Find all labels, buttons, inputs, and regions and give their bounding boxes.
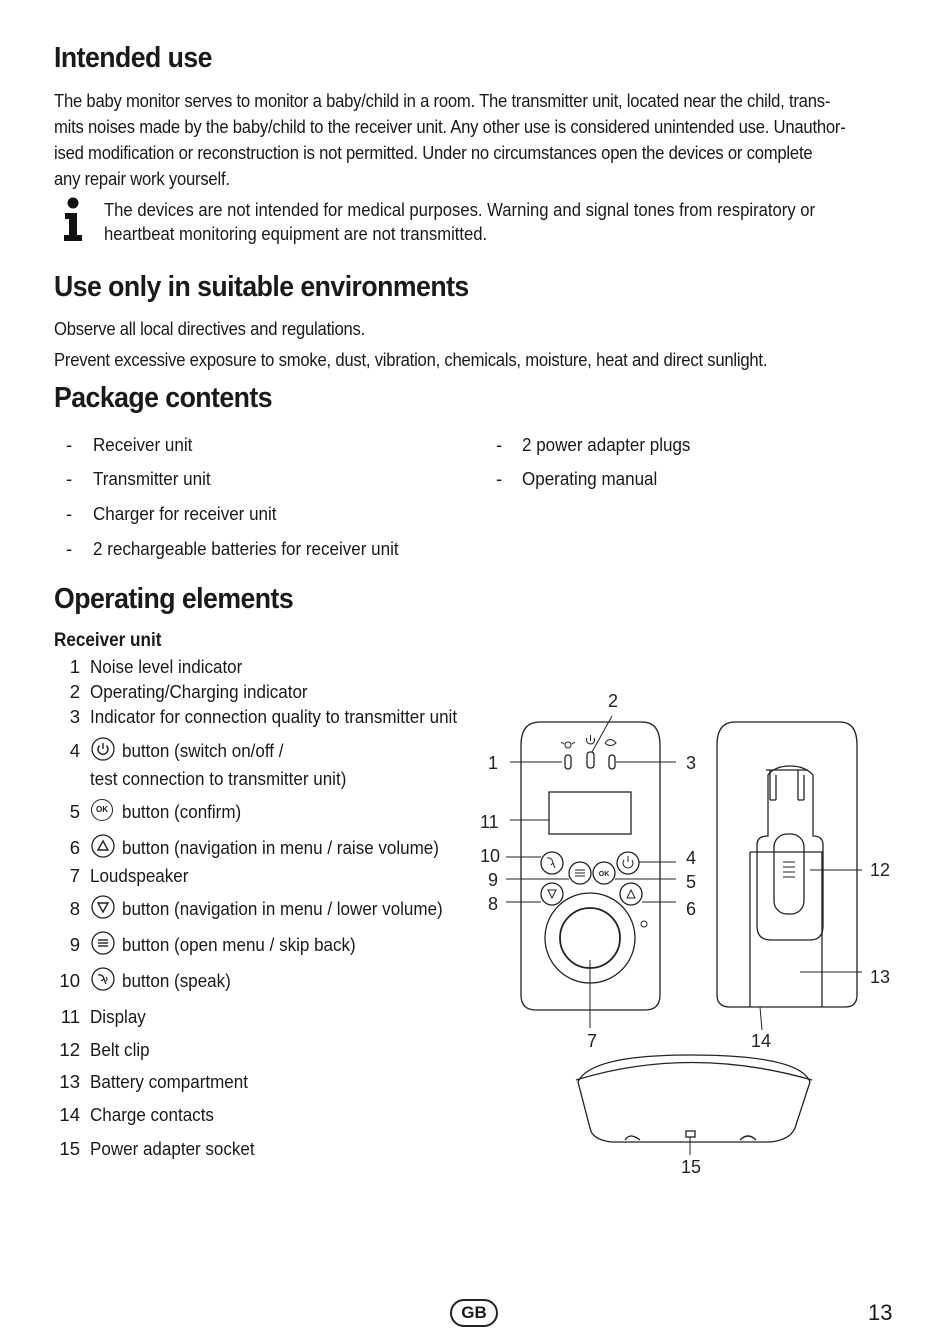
item-text: Indicator for connection quality to transmitter unit: [90, 706, 458, 727]
item-text: button (open menu / skip back): [122, 934, 356, 955]
callout-label: 1: [488, 753, 499, 773]
list-dash: -: [66, 468, 73, 489]
heading-operating-elements: Operating elements: [54, 583, 294, 615]
package-item: 2 power adapter plugs: [522, 434, 691, 455]
text-line: The devices are not intended for medical purposes. Warning and signal tones from respiratory or: [104, 199, 816, 220]
callout-label: 6: [686, 899, 697, 919]
callout-numbers: [480, 691, 890, 1177]
item-number: 9: [69, 934, 80, 955]
item-text: button (switch on/off /: [122, 740, 284, 761]
item-text: button (navigation in menu / lower volume): [122, 898, 443, 919]
subheading-receiver-unit: Receiver unit: [54, 630, 162, 651]
item-number: 12: [59, 1039, 80, 1060]
text-line: any repair work yourself.: [54, 168, 230, 189]
led-symbols: [561, 735, 616, 748]
callout-label: 15: [681, 1157, 702, 1177]
indicator-leds: [565, 752, 615, 769]
environments-paragraph: [54, 316, 914, 373]
item-text: Battery compartment: [90, 1071, 248, 1092]
ok-button-label: OK: [598, 871, 610, 878]
language-badge: GB: [450, 1299, 498, 1327]
item-number: 5: [69, 801, 80, 822]
callout-label: 12: [870, 860, 891, 880]
item-number: 14: [59, 1104, 80, 1125]
callout-label: 3: [686, 753, 697, 773]
package-item: Transmitter unit: [93, 468, 211, 489]
info-icon: [62, 197, 84, 243]
item-text: Operating/Charging indicator: [90, 681, 308, 702]
item-number: 11: [60, 1006, 80, 1027]
item-text: button (confirm): [122, 801, 242, 822]
callout-label: 7: [587, 1031, 598, 1051]
receiver-diagram: [470, 680, 910, 1200]
callout-label: 4: [686, 848, 697, 868]
up-icon: [91, 834, 115, 858]
item-number: 7: [69, 865, 80, 886]
callout-label: 11: [480, 812, 499, 832]
text-line: ised modification or reconstruction is not permitted. Under no circumstances open the devices or complete: [54, 142, 813, 163]
item-number: 15: [59, 1138, 80, 1159]
item-text: test connection to transmitter unit): [90, 768, 347, 789]
heading-package-contents: Package contents: [54, 382, 273, 414]
item-number: 8: [69, 898, 80, 919]
item-number: 6: [69, 837, 80, 858]
item-text: button (speak): [122, 970, 231, 991]
heading-environments: Use only in suitable environments: [54, 271, 469, 303]
charger: [578, 1055, 810, 1142]
heading-intended-use: Intended use: [54, 42, 212, 74]
callout-label: 5: [686, 872, 697, 892]
item-text: button (navigation in menu / raise volume): [122, 837, 439, 858]
item-text: Belt clip: [90, 1039, 150, 1060]
down-icon: [91, 895, 115, 919]
text-line: mits noises made by the baby/child to the receiver unit. Any other use is considered unintended use. Unauthor-: [54, 116, 846, 137]
info-note: [104, 198, 894, 246]
item-text: Noise level indicator: [90, 656, 243, 677]
speaker: [560, 908, 620, 968]
speak-icon: [91, 967, 115, 991]
callout-label: 9: [488, 870, 499, 890]
package-item: 2 rechargeable batteries for receiver unit: [93, 538, 399, 559]
callout-label: 2: [608, 691, 619, 711]
list-dash: -: [496, 434, 503, 455]
item-number: 4: [69, 740, 80, 761]
item-text: Charge contacts: [90, 1104, 214, 1125]
list-dash: -: [66, 503, 73, 524]
text-line: Prevent excessive exposure to smoke, dust, vibration, chemicals, moisture, heat and direct sunlight.: [54, 349, 768, 370]
package-item: Receiver unit: [93, 434, 193, 455]
callout-label: 14: [751, 1031, 772, 1051]
menu-icon: [91, 931, 115, 955]
item-number: 13: [59, 1071, 80, 1092]
callout-label: 8: [488, 894, 499, 914]
list-dash: -: [66, 538, 73, 559]
item-text: Power adapter socket: [90, 1138, 255, 1159]
power-socket: [686, 1131, 695, 1137]
power-icon: [91, 737, 115, 761]
list-dash: -: [66, 434, 73, 455]
item-number: 10: [59, 970, 80, 991]
intended-use-paragraph: [54, 88, 914, 192]
display: [549, 792, 631, 834]
item-text: Display: [90, 1006, 146, 1027]
ok-icon: OK: [91, 799, 113, 821]
page-number: 13: [868, 1300, 893, 1325]
text-line: Observe all local directives and regulations.: [54, 318, 366, 339]
item-number: 3: [69, 706, 80, 727]
item-number: 1: [69, 656, 80, 677]
package-item: Charger for receiver unit: [93, 503, 277, 524]
package-item: Operating manual: [522, 468, 658, 489]
item-text: Loudspeaker: [90, 865, 189, 886]
text-line: The baby monitor serves to monitor a baby/child in a room. The transmitter unit, located near the child, trans-: [54, 90, 831, 111]
text-line: heartbeat monitoring equipment are not transmitted.: [104, 223, 488, 244]
list-dash: -: [496, 468, 503, 489]
callout-label: 13: [870, 967, 891, 987]
callout-label: 10: [480, 846, 501, 866]
item-number: 2: [69, 681, 80, 702]
